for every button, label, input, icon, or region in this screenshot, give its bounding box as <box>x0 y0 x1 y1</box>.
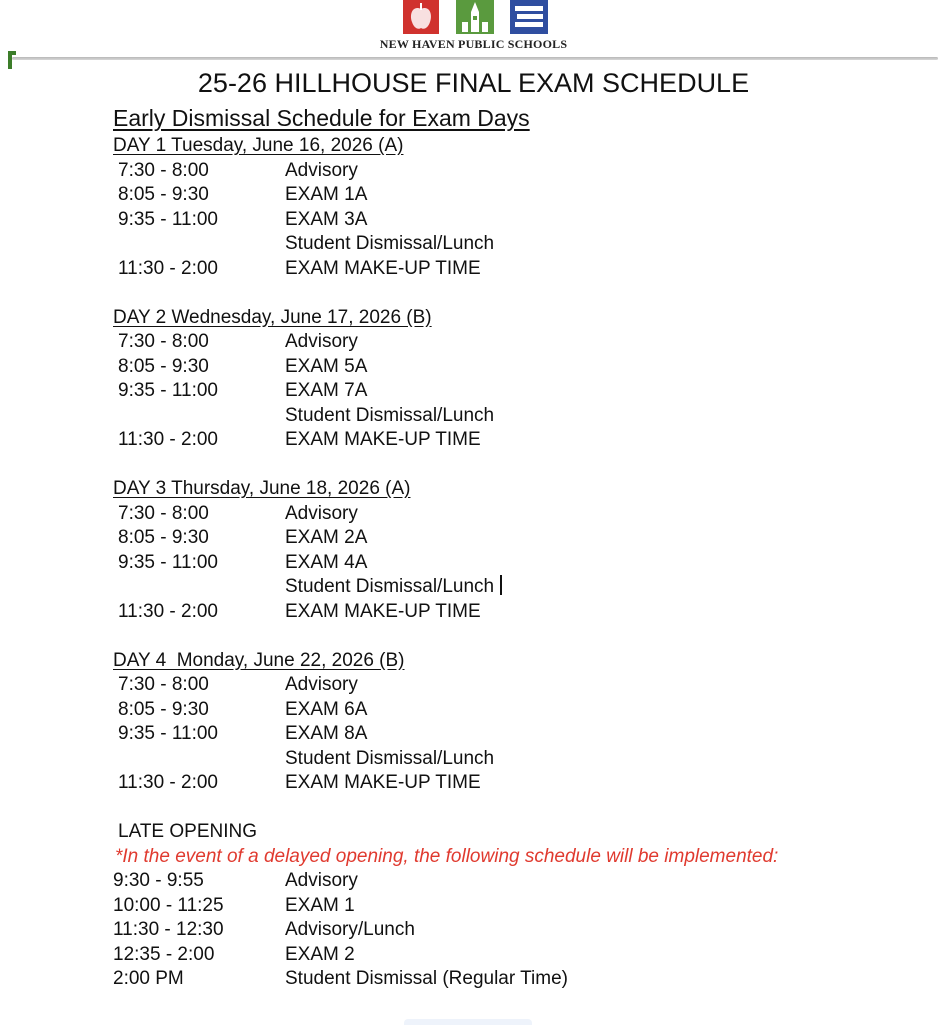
time-cell: 7:30 - 8:00 <box>118 674 209 695</box>
schedule-row <box>113 869 873 894</box>
page-subtitle: Early Dismissal Schedule for Exam Days <box>113 105 530 131</box>
day-heading: DAY 1 Tuesday, June 16, 2026 (A) <box>113 135 404 156</box>
time-cell: 11:30 - 2:00 <box>118 257 219 279</box>
activity-cell: EXAM 7A <box>285 380 368 401</box>
activity-cell: Advisory <box>285 159 358 181</box>
activity-cell: EXAM MAKE-UP TIME <box>285 600 481 622</box>
scroll-indicator[interactable] <box>404 1019 532 1025</box>
time-cell: 11:30 - 12:30 <box>113 919 224 940</box>
day-heading: DAY 2 Wednesday, June 17, 2026 (B) <box>113 306 432 328</box>
page-title: 25-26 HILLHOUSE FINAL EXAM SCHEDULE <box>197 68 750 98</box>
late-opening-note: *In the event of a delayed opening, the following schedule will be implemented: <box>115 845 779 867</box>
schedule-row <box>113 232 873 257</box>
schedule-row <box>113 502 873 527</box>
time-cell: 2:00 PM <box>113 968 184 989</box>
time-cell: 9:35 - 11:00 <box>118 551 219 573</box>
activity-cell: Advisory/Lunch <box>285 919 415 940</box>
activity-cell: Advisory <box>285 870 358 891</box>
time-cell: 8:05 - 9:30 <box>118 527 209 548</box>
schedule-row <box>113 698 873 723</box>
schedule-row <box>113 967 873 992</box>
apple-icon <box>403 0 439 34</box>
time-cell: 7:30 - 8:00 <box>118 331 209 352</box>
books-icon <box>510 0 548 34</box>
schedule-row <box>113 918 873 943</box>
activity-cell: Advisory <box>285 502 358 524</box>
day-3-section <box>113 477 873 624</box>
text-cursor <box>500 575 502 595</box>
time-cell <box>113 747 285 772</box>
schedule-row <box>113 428 873 453</box>
late-opening-heading: LATE OPENING <box>118 821 258 842</box>
schedule-row <box>113 673 873 698</box>
activity-cell: EXAM 1A <box>285 184 368 205</box>
day-heading: DAY 3 Thursday, June 18, 2026 (A) <box>113 478 411 499</box>
schedule-row <box>113 551 873 576</box>
schedule-row <box>113 330 873 355</box>
activity-cell <box>285 575 502 600</box>
time-cell: 9:35 - 11:00 <box>118 723 219 744</box>
activity-cell: EXAM 2 <box>285 943 355 965</box>
time-cell: 12:35 - 2:00 <box>113 943 215 965</box>
activity-cell: Student Dismissal (Regular Time) <box>285 968 568 989</box>
activity-cell: Advisory <box>285 674 358 695</box>
schedule-row <box>113 600 873 625</box>
day-2-section <box>113 306 873 453</box>
activity-cell: EXAM 8A <box>285 723 368 744</box>
time-cell: 8:05 - 9:30 <box>118 698 209 720</box>
activity-cell: Student Dismissal/Lunch <box>285 747 495 769</box>
corner-mark <box>8 51 12 69</box>
schedule-row <box>113 257 873 282</box>
schedule-row <box>113 771 873 796</box>
schedule-row <box>113 722 873 747</box>
document-header <box>0 0 947 70</box>
time-cell: 8:05 - 9:30 <box>118 184 209 205</box>
activity-cell: Student Dismissal/Lunch <box>285 233 495 254</box>
late-opening-section <box>113 820 873 992</box>
activity-cell: Advisory <box>285 331 358 352</box>
activity-cell: EXAM 1 <box>285 894 355 916</box>
day-4-section <box>113 649 873 796</box>
day-heading: DAY 4 Monday, June 22, 2026 (B) <box>113 649 405 671</box>
activity-cell: EXAM MAKE-UP TIME <box>285 429 481 450</box>
time-cell <box>113 404 285 429</box>
schedule-row <box>113 943 873 968</box>
schedule-row <box>113 894 873 919</box>
time-cell: 9:35 - 11:00 <box>118 208 219 230</box>
time-cell: 11:30 - 2:00 <box>118 600 219 622</box>
time-cell: 9:35 - 11:00 <box>118 380 219 401</box>
activity-cell: EXAM 2A <box>285 527 368 548</box>
activity-cell: Student Dismissal/Lunch <box>285 404 495 426</box>
time-cell: 8:05 - 9:30 <box>118 355 209 377</box>
time-cell: 11:30 - 2:00 <box>118 772 219 793</box>
activity-cell: EXAM 4A <box>285 551 368 573</box>
schedule-row <box>113 379 873 404</box>
schedule-row <box>113 575 873 600</box>
schedule-row <box>113 183 873 208</box>
day-1-section <box>113 134 873 281</box>
time-cell <box>113 232 285 257</box>
schedule-row <box>113 747 873 772</box>
activity-cell: EXAM 5A <box>285 355 368 377</box>
activity-cell: EXAM 6A <box>285 698 368 720</box>
schedule-body <box>113 134 873 992</box>
time-cell: 7:30 - 8:00 <box>118 159 209 181</box>
schedule-row <box>113 404 873 429</box>
time-cell <box>113 575 285 600</box>
schedule-row <box>113 208 873 233</box>
activity-cell: EXAM MAKE-UP TIME <box>285 772 481 793</box>
activity-text: Student Dismissal/Lunch <box>285 576 495 597</box>
schedule-row <box>113 526 873 551</box>
activity-cell: EXAM MAKE-UP TIME <box>285 257 481 279</box>
time-cell: 11:30 - 2:00 <box>118 429 219 450</box>
district-name: NEW HAVEN PUBLIC SCHOOLS <box>379 37 568 51</box>
building-tower-icon <box>456 0 494 34</box>
schedule-row <box>113 159 873 184</box>
activity-cell: EXAM 3A <box>285 208 368 230</box>
time-cell: 7:30 - 8:00 <box>118 502 209 524</box>
time-cell: 9:30 - 9:55 <box>113 870 204 891</box>
time-cell: 10:00 - 11:25 <box>113 894 224 916</box>
schedule-row <box>113 355 873 380</box>
header-divider <box>12 57 938 60</box>
